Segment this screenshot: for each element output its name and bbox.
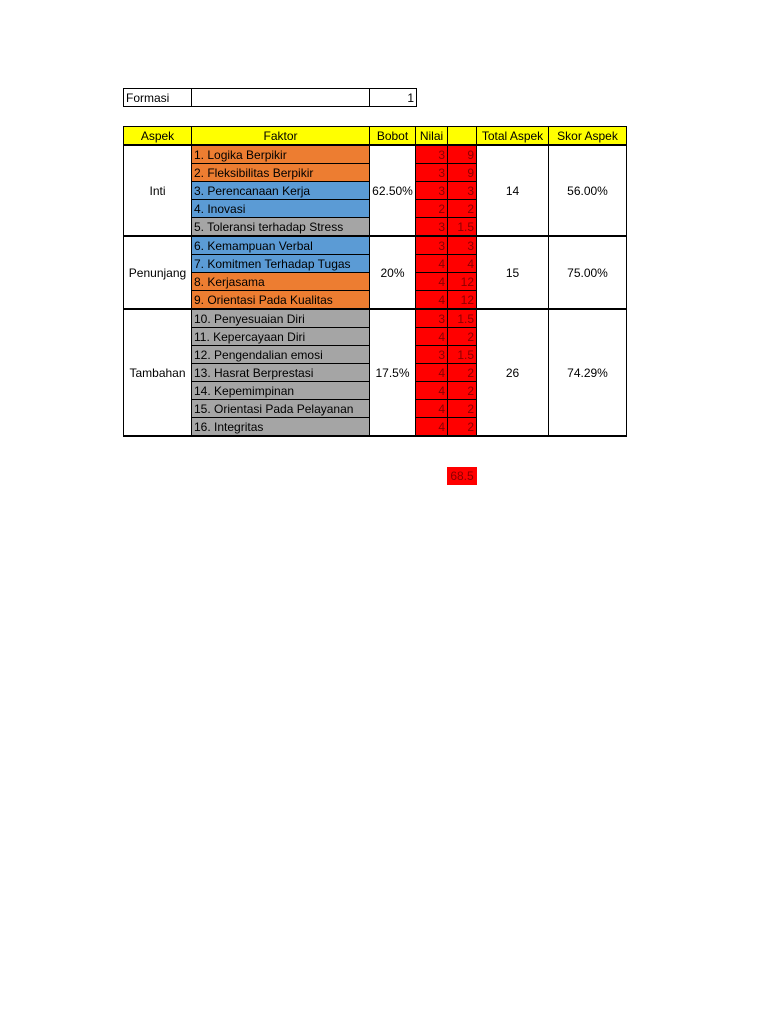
score-cell[interactable]: 2: [448, 418, 477, 437]
faktor-cell[interactable]: 8. Kerjasama: [192, 273, 370, 291]
nilai-cell[interactable]: 4: [416, 291, 448, 310]
score-cell[interactable]: 2: [448, 382, 477, 400]
header-faktor[interactable]: Faktor: [192, 127, 370, 146]
score-cell[interactable]: 3: [448, 236, 477, 255]
nilai-cell[interactable]: 3: [416, 182, 448, 200]
formasi-label[interactable]: Formasi: [124, 89, 192, 107]
aspek-cell[interactable]: Penunjang: [124, 236, 192, 309]
bobot-cell[interactable]: 62.50%: [370, 145, 416, 236]
faktor-cell[interactable]: 7. Komitmen Terhadap Tugas: [192, 255, 370, 273]
score-cell[interactable]: 1.5: [448, 218, 477, 237]
faktor-cell[interactable]: 4. Inovasi: [192, 200, 370, 218]
score-cell[interactable]: 3: [448, 182, 477, 200]
faktor-cell[interactable]: 14. Kepemimpinan: [192, 382, 370, 400]
grand-total-cell[interactable]: 68.5: [447, 467, 477, 485]
score-cell[interactable]: 9: [448, 164, 477, 182]
table-row: [124, 145, 627, 164]
faktor-cell[interactable]: 12. Pengendalian emosi: [192, 346, 370, 364]
nilai-cell[interactable]: 3: [416, 164, 448, 182]
nilai-cell[interactable]: 2: [416, 200, 448, 218]
faktor-cell[interactable]: 2. Fleksibilitas Berpikir: [192, 164, 370, 182]
faktor-cell[interactable]: 6. Kemampuan Verbal: [192, 236, 370, 255]
score-cell[interactable]: 9: [448, 145, 477, 164]
assessment-table: [123, 126, 627, 437]
header-total-aspek[interactable]: Total Aspek: [477, 127, 549, 146]
header-skor-aspek[interactable]: Skor Aspek: [549, 127, 627, 146]
nilai-cell[interactable]: 4: [416, 255, 448, 273]
faktor-cell[interactable]: 16. Integritas: [192, 418, 370, 437]
formasi-table: [123, 88, 417, 107]
nilai-cell[interactable]: 3: [416, 145, 448, 164]
score-cell[interactable]: 4: [448, 255, 477, 273]
table-row: [124, 309, 627, 328]
table-row: [124, 236, 627, 255]
faktor-cell[interactable]: 13. Hasrat Berprestasi: [192, 364, 370, 382]
formasi-blank-cell[interactable]: [192, 89, 370, 107]
nilai-cell[interactable]: 4: [416, 400, 448, 418]
bobot-cell[interactable]: 20%: [370, 236, 416, 309]
faktor-cell[interactable]: 15. Orientasi Pada Pelayanan: [192, 400, 370, 418]
formasi-value[interactable]: 1: [370, 89, 417, 107]
score-cell[interactable]: 1.5: [448, 346, 477, 364]
skor-aspek-cell[interactable]: 56.00%: [549, 145, 627, 236]
nilai-cell[interactable]: 3: [416, 236, 448, 255]
faktor-cell[interactable]: 3. Perencanaan Kerja: [192, 182, 370, 200]
aspek-cell[interactable]: Tambahan: [124, 309, 192, 436]
nilai-cell[interactable]: 3: [416, 346, 448, 364]
total-aspek-cell[interactable]: 14: [477, 145, 549, 236]
group-penunjang: [124, 236, 627, 309]
group-inti: [124, 145, 627, 236]
score-cell[interactable]: 2: [448, 200, 477, 218]
nilai-cell[interactable]: 3: [416, 218, 448, 237]
faktor-cell[interactable]: 9. Orientasi Pada Kualitas: [192, 291, 370, 310]
header-row: [124, 127, 627, 146]
header-aspek[interactable]: Aspek: [124, 127, 192, 146]
faktor-cell[interactable]: 1. Logika Berpikir: [192, 145, 370, 164]
nilai-cell[interactable]: 4: [416, 273, 448, 291]
header-nilai[interactable]: Nilai: [416, 127, 448, 146]
total-aspek-cell[interactable]: 15: [477, 236, 549, 309]
nilai-cell[interactable]: 4: [416, 382, 448, 400]
nilai-cell[interactable]: 4: [416, 418, 448, 437]
score-cell[interactable]: 12: [448, 291, 477, 310]
nilai-cell[interactable]: 4: [416, 364, 448, 382]
score-cell[interactable]: 12: [448, 273, 477, 291]
skor-aspek-cell[interactable]: 74.29%: [549, 309, 627, 436]
score-cell[interactable]: 2: [448, 364, 477, 382]
faktor-cell[interactable]: 10. Penyesuaian Diri: [192, 309, 370, 328]
total-aspek-cell[interactable]: 26: [477, 309, 549, 436]
score-cell[interactable]: 2: [448, 400, 477, 418]
nilai-cell[interactable]: 4: [416, 328, 448, 346]
group-tambahan: [124, 309, 627, 436]
faktor-cell[interactable]: 5. Toleransi terhadap Stress: [192, 218, 370, 237]
skor-aspek-cell[interactable]: 75.00%: [549, 236, 627, 309]
aspek-cell[interactable]: Inti: [124, 145, 192, 236]
header-bobot[interactable]: Bobot: [370, 127, 416, 146]
score-cell[interactable]: 1.5: [448, 309, 477, 328]
nilai-cell[interactable]: 3: [416, 309, 448, 328]
bobot-cell[interactable]: 17.5%: [370, 309, 416, 436]
score-cell[interactable]: 2: [448, 328, 477, 346]
header-blank[interactable]: [448, 127, 477, 146]
faktor-cell[interactable]: 11. Kepercayaan Diri: [192, 328, 370, 346]
